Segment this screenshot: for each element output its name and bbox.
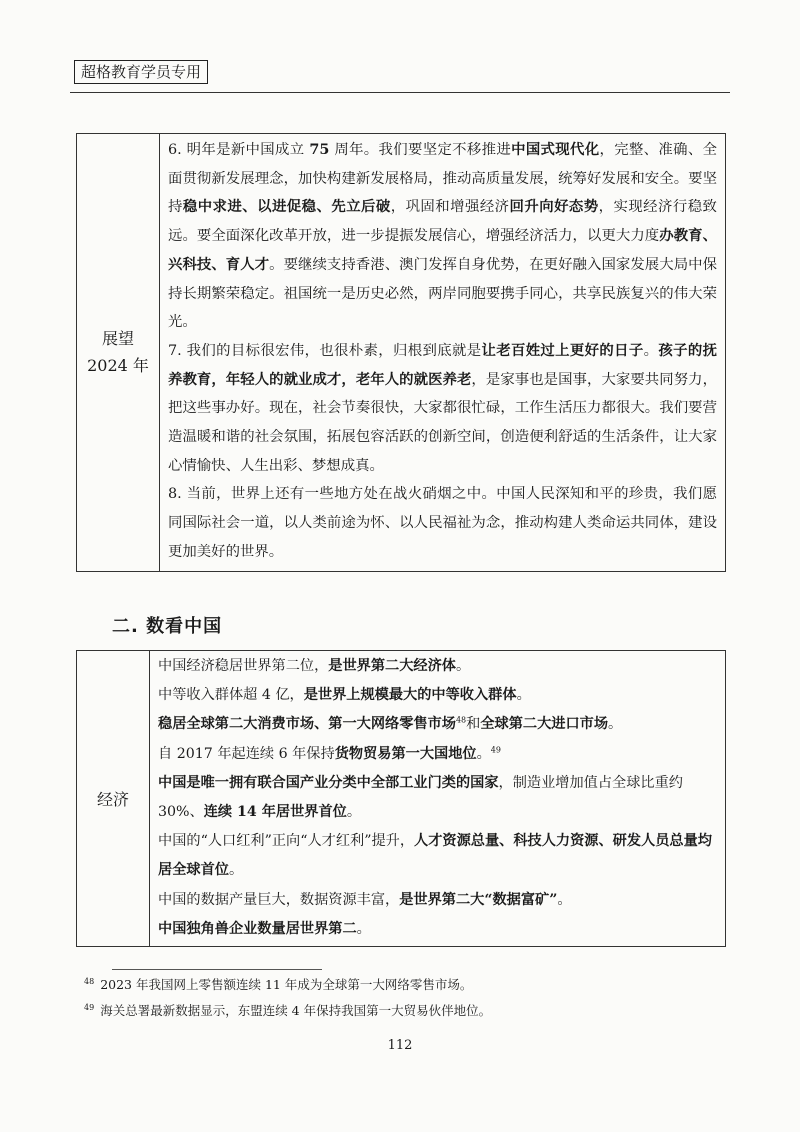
emphasis-text: 办教育、兴科技、育人才 xyxy=(168,227,717,273)
emphasis-text: 货物贸易第一大国地位 xyxy=(334,745,477,762)
emphasis-text: 连续 14 年居世界首位 xyxy=(203,804,347,821)
text-run: 8. 当前，世界上还有一些地方处在战火硝烟之中。中国人民深知和平的珍贵，我们愿同国际社会一道，以人类前途为怀、以人民福祉为念，推动构建人类命运共同体，建设更加美好的世界。 xyxy=(168,486,717,560)
text-run: 。要继续支持香港、澳门发挥自身优势，在更好融入国家发展大局中保持长期繁荣稳定。祖国统一是历史必然，两岸同胞要携手同心，共享民族复兴的伟大荣光。 xyxy=(168,256,717,331)
footnote-ref: 49 xyxy=(490,744,501,754)
text-run: 中等收入群体超 4 亿， xyxy=(158,687,304,704)
header-label: 超格教育学员专用 xyxy=(74,60,208,84)
outlook-text-cell xyxy=(160,134,726,572)
emphasis-text: 让老百姓过上更好的日子 xyxy=(481,341,644,359)
emphasis-text: 全球第二大进口市场 xyxy=(480,716,609,733)
emphasis-text: 75 xyxy=(309,141,330,158)
economy-line xyxy=(158,681,719,710)
economy-line xyxy=(158,769,719,827)
footnote-text: 2023 年我国网上零售额连续 11 年成为全球第一大网络零售市场。 xyxy=(100,977,473,992)
outlook-label-line2: 2024 年 xyxy=(87,356,149,376)
emphasis-text: 回升向好态势 xyxy=(509,198,599,216)
emphasis-text: 中国独角兽企业数量居世界第二 xyxy=(158,920,357,937)
text-run: 。 xyxy=(346,804,362,821)
text-run: 。 xyxy=(608,716,623,733)
economy-line xyxy=(158,915,719,944)
footnote-ref: 48 xyxy=(455,715,467,725)
footnote-rule xyxy=(112,969,322,970)
text-run: 。 xyxy=(643,342,659,359)
economy-line xyxy=(158,710,719,739)
emphasis-text: 人才资源总量、科技人力资源、研发人员总量均居全球首位 xyxy=(158,833,712,879)
emphasis-text: 是世界第二大“数据富矿” xyxy=(399,891,558,908)
text-run: 中国经济稳居世界第二位， xyxy=(158,658,329,674)
text-run: 中国的“人口红利”正向“人才红利”提升， xyxy=(158,833,415,850)
footnote-number: 49 xyxy=(84,1002,95,1012)
text-run: ，实现经济行稳致远。要全面深化改革开放，进一步提振发展信心，增强经济活力，以更大力度 xyxy=(168,199,717,245)
text-run: 和 xyxy=(466,716,481,733)
footnote xyxy=(84,976,472,994)
footnote xyxy=(84,1002,491,1020)
section-title: 二. 数看中国 xyxy=(112,616,223,637)
economy-table xyxy=(76,650,726,947)
text-run: 。 xyxy=(455,658,471,674)
economy-line xyxy=(158,740,719,769)
emphasis-text: 稳中求进、以进促稳、先立后破 xyxy=(182,198,391,216)
text-run: ，完整、准确、全面贯彻新发展理念，加快构建新发展格局，推动高质量发展，统筹好发展和安全。要坚持 xyxy=(168,142,717,216)
outlook-paragraph xyxy=(168,136,717,337)
emphasis-text: 是世界上规模最大的中等收入群体 xyxy=(303,687,517,704)
emphasis-text: 是世界第二大经济体 xyxy=(328,658,456,674)
economy-line xyxy=(158,652,719,681)
text-run: 。 xyxy=(228,862,244,879)
economy-line xyxy=(158,886,719,915)
text-run: ，是家事也是国事，大家要共同努力，把这些事办好。现在，社会节奏很快，大家都很忙碌，工作生活压力都很大。我们要营造温暖和谐的社会氛围，拓展包容活跃的创新空间，创造便利舒适的生活条件，让大家心情愉快、人生出彩、梦想成真。 xyxy=(168,371,717,474)
text-run: 周年。我们要坚定不移推进 xyxy=(329,142,512,158)
text-run: 。 xyxy=(356,920,371,937)
text-run: 中国的数据产量巨大，数据资源丰富， xyxy=(158,891,400,908)
emphasis-text: 稳居全球第二大消费市场、第一大网络零售市场 xyxy=(158,716,456,733)
text-run: 7. 我们的目标很宏伟，也很朴素，归根到底就是 xyxy=(168,342,482,359)
text-run: 自 2017 年起连续 6 年保持 xyxy=(158,745,335,762)
footnote-number: 48 xyxy=(84,976,95,986)
text-run: 。 xyxy=(476,745,491,762)
footnote-text: 海关总署最新数据显示，东盟连续 4 年保持我国第一大贸易伙伴地位。 xyxy=(100,1003,492,1018)
economy-text-cell xyxy=(150,651,726,947)
text-run: 。 xyxy=(516,687,531,704)
text-run: 。 xyxy=(557,891,572,908)
text-run: ，巩固和增强经济 xyxy=(390,199,510,216)
outlook-label-line1: 展望 xyxy=(101,329,134,349)
outlook-table xyxy=(76,133,726,572)
economy-label: 经济 xyxy=(77,651,150,947)
text-run: ，制造业增加值占全球比重约 30%、 xyxy=(158,774,683,821)
emphasis-text: 中国是唯一拥有联合国产业分类中全部工业门类的国家 xyxy=(158,774,499,791)
text-run: 6. 明年是新中国成立 xyxy=(168,142,310,158)
economy-line xyxy=(158,827,719,885)
outlook-label-cell xyxy=(77,134,160,572)
outlook-paragraph xyxy=(168,480,717,566)
header-rule xyxy=(70,92,730,93)
emphasis-text: 孩子的抚养教育，年轻人的就业成才，老年人的就医养老 xyxy=(168,341,717,388)
page-number: 112 xyxy=(387,1038,413,1053)
emphasis-text: 中国式现代化 xyxy=(511,141,600,158)
outlook-paragraph xyxy=(168,337,717,481)
